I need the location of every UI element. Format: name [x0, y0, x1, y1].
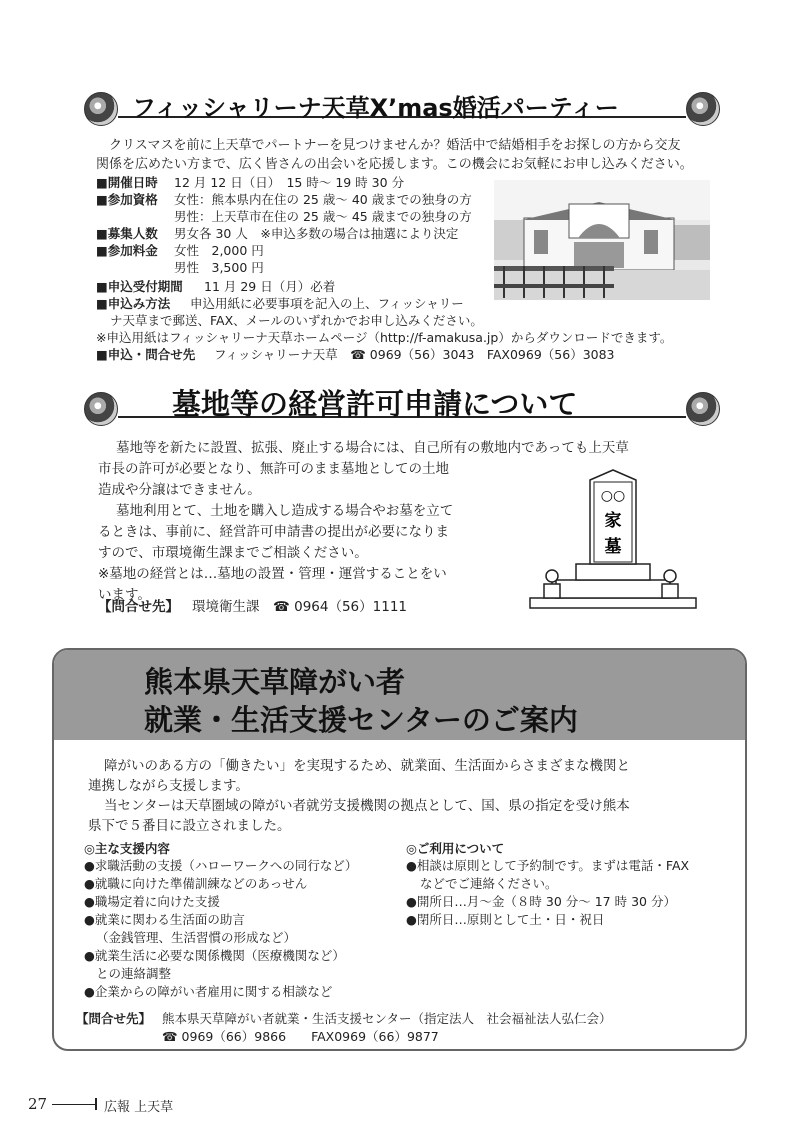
title-ornament-right-icon — [686, 392, 720, 426]
marina-building-photo — [494, 180, 710, 300]
support-list-item: ●就業生活に必要な関係機関（医療機関など） — [84, 948, 345, 963]
fee-value: 男性 3,500 円 — [174, 260, 264, 275]
capacity-value: 男女各 30 人 ※申込多数の場合は抽選により決定 — [174, 226, 459, 241]
download-note: ※申込用紙はフィッシャリーナ天草ホームページ（http://f-amakusa.jp）からダウンロードできます。 — [96, 330, 673, 345]
contact-value: フィッシャリーナ天草 ☎ 0969（56）3043 FAX0969（56）3083 — [214, 347, 615, 362]
contact-label: ■申込・問合せ先 — [96, 347, 196, 362]
support-center-box — [52, 648, 747, 1051]
section3-body: 連携しながら支援します。 — [88, 778, 249, 794]
method-value: ナ天草まで郵送、FAX、メールのいずれかでお申し込みください。 — [110, 313, 483, 328]
section2-note: ※墓地の経営とは…墓地の設置・管理・運営することをい — [98, 566, 447, 582]
footer-rule — [52, 1104, 96, 1105]
support-list-item: （金銭管理、生活習慣の形成など） — [96, 930, 297, 945]
usage-item: ●閉所日…原則として土・日・祝日 — [406, 912, 605, 927]
title-ornament-right-icon — [686, 92, 720, 126]
section3-title: 熊本県天草障がい者 — [144, 665, 406, 699]
footer-rule-tick — [95, 1098, 97, 1110]
eligibility-label: ■参加資格 — [96, 192, 158, 207]
usage-item: ●開所日…月～金（８時 30 分～ 17 時 30 分） — [406, 894, 676, 909]
title-ornament-left-icon — [84, 92, 118, 126]
contact-phone: ☎ 0969（66）9866 FAX0969（66）9877 — [162, 1029, 439, 1044]
period-value: 11 月 29 日（月）必着 — [204, 279, 336, 294]
date-value: 12 月 12 日（日） 15 時～ 19 時 30 分 — [174, 175, 405, 190]
section3-title: 就業・生活支援センターのご案内 — [144, 703, 578, 737]
section2-note: います。 — [98, 587, 151, 603]
publication-name: 広報 上天草 — [104, 1100, 174, 1115]
eligibility-value: 女性：熊本県内在住の 25 歳～ 40 歳までの独身の方 — [174, 192, 472, 207]
section1-title: フィッシャリーナ天草X’mas婚活パーティー — [132, 94, 619, 122]
contact-value: 環境衛生課 ☎ 0964（56）1111 — [192, 599, 407, 615]
flower-icon — [662, 570, 678, 598]
support-list-item: ●就業に関わる生活面の助言 — [84, 912, 245, 927]
contact-label: 【問合せ先】 — [98, 599, 179, 615]
section3-body: 当センターは天草圏域の障がい者就労支援機関の拠点として、国、県の指定を受け熊本 — [104, 798, 630, 814]
section2-body: 墓地利用とて、土地を購入し造成する場合やお墓を立て — [116, 503, 454, 519]
title-ornament-left-icon — [84, 392, 118, 426]
capacity-label: ■募集人数 — [96, 226, 158, 241]
support-list-item: ●就職に向けた準備訓練などのあっせん — [84, 876, 308, 891]
grave-kanji: 家 — [604, 511, 622, 531]
usage-item: ●相談は原則として予約制です。まずは電話・FAX — [406, 858, 690, 873]
section3-body: 障がいのある方の「働きたい」を実現するため、就業面、生活面からさまざまな機関と — [104, 758, 630, 774]
contact-label: 【問合せ先】 — [76, 1011, 152, 1026]
method-label: ■申込み方法 — [96, 296, 171, 311]
support-list-item: ●求職活動の支援（ハローワークへの同行など） — [84, 858, 358, 873]
contact-value: 熊本県天草障がい者就業・生活支援センター（指定法人 社会福祉法人弘仁会） — [162, 1011, 612, 1026]
support-list-item: との連絡調整 — [96, 966, 172, 981]
section2-body: すので、市環境衛生課までご相談ください。 — [98, 545, 368, 561]
grave-illustration — [520, 466, 706, 612]
section2-body: 市長の許可が必要となり、無許可のまま墓地としての土地 — [98, 461, 449, 477]
support-list-item: ●職場定着に向けた支援 — [84, 894, 220, 909]
section2-body: 造成や分譲はできません。 — [98, 482, 261, 498]
support-list-heading: ◎主な支援内容 — [84, 841, 170, 856]
period-label: ■申込受付期間 — [96, 279, 183, 294]
usage-heading: ◎ご利用について — [406, 841, 505, 856]
support-list-item: ●企業からの障がい者雇用に関する相談など — [84, 984, 333, 999]
section3-body: 県下で５番目に設立されました。 — [88, 818, 291, 834]
fee-label: ■参加料金 — [96, 243, 158, 258]
usage-item: などでご連絡ください。 — [420, 876, 558, 891]
fee-value: 女性 2,000 円 — [174, 243, 264, 258]
method-value: 申込用紙に必要事項を記入の上、フィッシャリー — [190, 296, 464, 311]
date-label: ■開催日時 — [96, 175, 158, 190]
section2-body: 墓地等を新たに設置、拡張、廃止する場合には、自己所有の敷地内であっても上天草 — [116, 440, 629, 456]
section2-title: 墓地等の経営許可申請について — [172, 387, 578, 421]
section1-intro: 関係を広めたい方まで、広く皆さんの出会いを応援します。この機会にお気軽にお申し込みください。 — [96, 157, 693, 172]
section2-body: るときは、事前に、経営許可申請書の提出が必要になりま — [98, 524, 449, 540]
grave-kanji: 墓 — [604, 537, 622, 557]
section1-intro: クリスマスを前に上天草でパートナーを見つけませんか？婚活中で結婚相手をお探しの方から交友 — [96, 138, 681, 153]
flower-icon — [544, 570, 560, 598]
grave-family-name: ○○ — [600, 488, 626, 504]
page-number: 27 — [28, 1095, 48, 1113]
eligibility-value: 男性：上天草市在住の 25 歳～ 45 歳までの独身の方 — [174, 209, 472, 224]
